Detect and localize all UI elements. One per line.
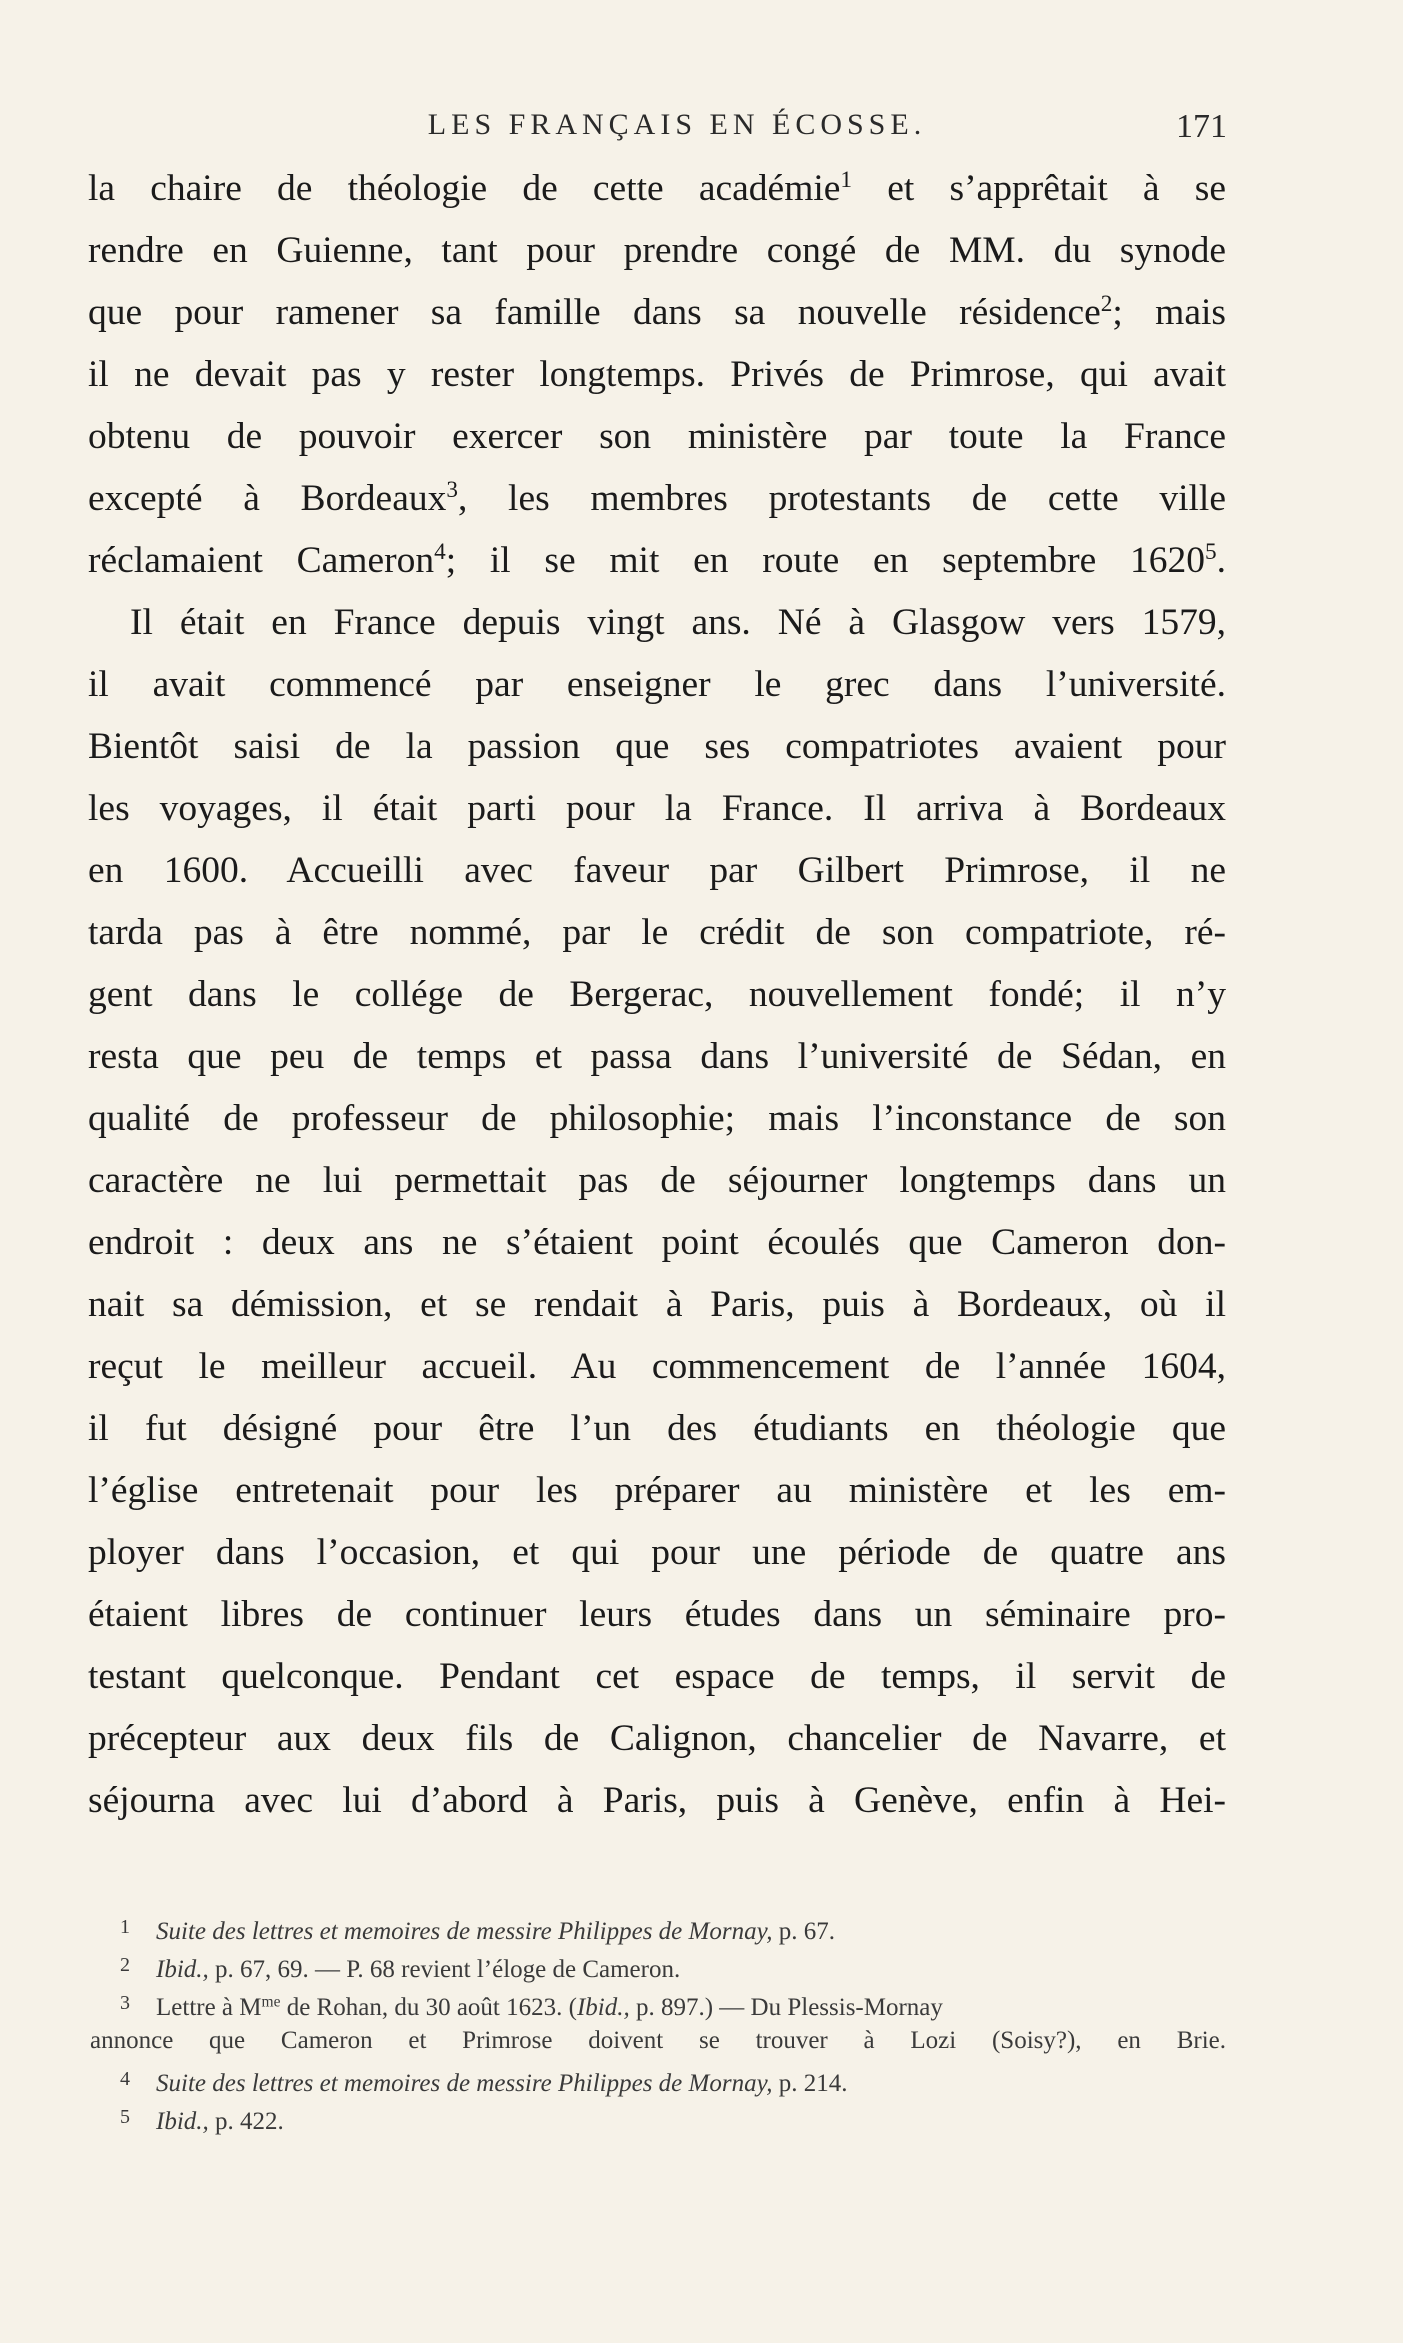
text-line: séjourna avec lui d’abord à Paris, puis à Genève, enfin à Hei- bbox=[88, 1780, 1226, 1821]
text-line: l’église entretenait pour les préparer au ministère et les em- bbox=[88, 1470, 1226, 1511]
text-line: il fut désigné pour être l’un des étudiants en théologie que bbox=[88, 1408, 1226, 1449]
footnote: 4 Suite des lettres et memoires de messire Philippes de Mornay, p. 214. bbox=[120, 2060, 1226, 2098]
text-line: Bientôt saisi de la passion que ses compatriotes avaient pour bbox=[88, 726, 1226, 767]
text-line: caractère ne lui permettait pas de séjourner longtemps dans un bbox=[88, 1160, 1226, 1201]
footnote-ref: 2 bbox=[1100, 291, 1113, 318]
footnote-ref: 5 bbox=[1205, 539, 1217, 566]
text-line: précepteur aux deux fils de Calignon, chancelier de Navarre, et bbox=[88, 1718, 1226, 1759]
text-line: tarda pas à être nommé, par le crédit de son compatriote, ré- bbox=[88, 912, 1226, 953]
footnotes bbox=[90, 1908, 1226, 2136]
text-line: en 1600. Accueilli avec faveur par Gilbert Primrose, il ne bbox=[88, 850, 1226, 891]
text-line: obtenu de pouvoir exercer son ministère par toute la France bbox=[88, 416, 1226, 457]
running-title: LES FRANÇAIS EN ÉCOSSE. bbox=[427, 108, 927, 141]
page-number: 171 bbox=[1176, 108, 1227, 145]
text-line: rendre en Guienne, tant pour prendre congé de MM. du synode bbox=[88, 230, 1226, 271]
text-line: reçut le meilleur accueil. Au commencement de l’année 1604, bbox=[88, 1346, 1226, 1387]
footnote-ref: 3 bbox=[446, 477, 458, 504]
body-text bbox=[88, 158, 1226, 1832]
footnote-number: 4 bbox=[120, 2068, 130, 2090]
text-line: il ne devait pas y rester longtemps. Privés de Primrose, qui avait bbox=[88, 354, 1226, 395]
footnote-continuation: annonce que Cameron et Primrose doivent se trouver à Lozi (Soisy?), en Brie. bbox=[90, 2027, 1226, 2054]
footnote-number: 3 bbox=[120, 1992, 130, 2014]
text-line: qualité de professeur de philosophie; mais l’inconstance de son bbox=[88, 1098, 1226, 1139]
text-line: gent dans le collége de Bergerac, nouvellement fondé; il n’y bbox=[88, 974, 1226, 1015]
text-line: resta que peu de temps et passa dans l’université de Sédan, en bbox=[88, 1036, 1226, 1077]
text-line: les voyages, il était parti pour la France. Il arriva à Bordeaux bbox=[88, 788, 1226, 829]
text-line: réclamaient Cameron$^4$; il se mit en route en septembre 1620$^5$. bbox=[88, 539, 1226, 581]
page-header bbox=[127, 108, 1227, 152]
footnote-ref: 1 bbox=[840, 167, 853, 194]
footnote: 3 Lettre à $M^{me}$ de Rohan, du 30 août 1623. (Ibid., p. 897.) — Du Plessis-Mornay bbox=[120, 1984, 1226, 2022]
text-line: ployer dans l’occasion, et qui pour une période de quatre ans bbox=[88, 1532, 1226, 1573]
text-line: que pour ramener sa famille dans sa nouvelle résidence$^2$; mais bbox=[88, 291, 1227, 333]
text-line: Il était en France depuis vingt ans. Né à Glasgow vers 1579, bbox=[130, 602, 1226, 643]
text-line: la chaire de théologie de cette académie$^1$ et s’apprêtait à se bbox=[88, 167, 1226, 209]
text-line: testant quelconque. Pendant cet espace de temps, il servit de bbox=[88, 1656, 1226, 1697]
footnote-number: 2 bbox=[120, 1954, 130, 1976]
footnote: 2 Ibid., p. 67, 69. — P. 68 revient l’éloge de Cameron. bbox=[120, 1946, 1226, 1984]
footnote: 5 Ibid., p. 422. bbox=[120, 2098, 1226, 2136]
footnote: 1 Suite des lettres et memoires de messire Philippes de Mornay, p. 67. bbox=[120, 1908, 1226, 1946]
text-line: étaient libres de continuer leurs études dans un séminaire pro- bbox=[88, 1594, 1226, 1635]
footnote-number: 5 bbox=[120, 2106, 130, 2128]
text-line: nait sa démission, et se rendait à Paris, puis à Bordeaux, où il bbox=[88, 1284, 1226, 1325]
footnote-ref: 4 bbox=[434, 539, 446, 566]
footnote-number: 1 bbox=[120, 1916, 130, 1938]
text-line: excepté à Bordeaux$^3$, les membres protestants de cette ville bbox=[88, 477, 1226, 519]
text-line: endroit : deux ans ne s’étaient point écoulés que Cameron don- bbox=[88, 1222, 1226, 1263]
text-line: il avait commencé par enseigner le grec dans l’université. bbox=[88, 664, 1226, 705]
